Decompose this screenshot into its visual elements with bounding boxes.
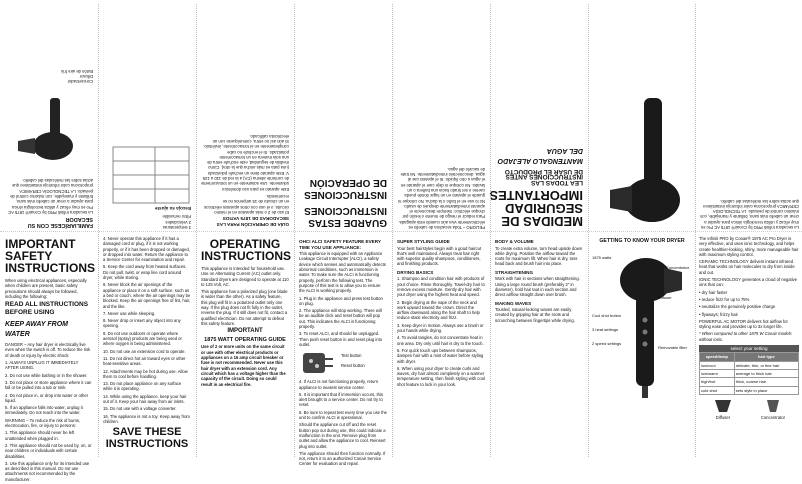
spanish-operating-body: Este aparato es para uso doméstico solamente. Use solamente en un tomacorriente de corriente alterna (CA) a la red de 110 a 125 V. Este aparato tiene un enchufe polarizado (una pata es más ancha que la otra). Como medida de seguridad, este enchufe entra de una sola manera en un tomacorriente polarizado. Si el enchufe no cabe completamente en el tomacorriente, inviértalo. Si aún así no entra, comuníquese con un electricista calificado. <box>201 133 289 192</box>
diffuser-figure <box>713 398 733 421</box>
intro-block <box>699 236 799 420</box>
warning-list <box>103 236 191 454</box>
spanish-label: Botón de aire frío <box>60 68 93 74</box>
concentrator-figure <box>761 398 785 421</box>
spanish-settings-title: Escoja su ajuste <box>154 206 191 212</box>
warning-item: 8. Never drop or insert any object into any opening. <box>103 318 181 329</box>
concentrator-icon <box>763 398 783 414</box>
concentrator-label: Concentrator <box>666 265 690 270</box>
settings-cell: delicate, thin, or fine hair <box>734 361 798 369</box>
settings-cell: cold shot <box>700 386 735 394</box>
body-volume-title: BODY & VOLUME <box>495 239 534 244</box>
warning-item: 16. The appliance is not a toy. Keep away from children. <box>103 413 190 424</box>
straightening-text: Work with hair in sections when straightening. Using a large round brush (preferably 2" in diameter), hold hair taut in each section and direct airflow straight down over brush. <box>495 276 580 298</box>
styling-title: SUPER STYLING GUIDE <box>397 239 450 244</box>
styling-intro: Your best hairstyles begin with a good haircut that's well maintained. Always treat hair right with superior quality shampoos, conditioners, and finishing products. <box>397 245 482 267</box>
danger-text: DANGER – Any hair dryer is electrically live even when the switch is off. To reduce the risk of death or injury by electric shock: <box>5 342 91 358</box>
danger-item: 5. If an appliance falls into water, unplug it immediately. Do not reach into the water. <box>5 405 83 416</box>
volume-block <box>495 236 583 325</box>
dryer-icon-upside <box>602 90 692 230</box>
spanish-save-title: GUARDE ESTAS INSTRUCCIONES <box>304 205 387 228</box>
drying-step: 1. Shampoo and condition hair with products of your choice. Rinse thoroughly. Towel-dry hair to remove excess moisture. Gently dry hair with your dryer using the highest heat and speed. <box>397 276 485 298</box>
fold-line <box>0 231 802 232</box>
watt-guide-body: Use of 2 or more units on the same circuit or use with other electrical products or appliances on a 15 amp circuit breaker or fuse is not recommended. Never use this hair dryer with an extension cord. Any circuit which has a voltage higher than the capacity of the circuit. Doing so could result in an electrical fire. <box>201 344 286 387</box>
drying-step: 2. Begin drying at the nape of the neck and work upward toward the crown. Direct the airflow downward along the hair shaft to help reduce static electricity and frizz. <box>397 299 480 321</box>
plug-icon <box>299 349 339 379</box>
intro-text: The Infiniti PRO by Conair® 1875 AC Pro Dryer is very effective, and uses ionic technology, and helps create healthier-looking, shiny, more manageable hair with maximum styling control. <box>699 236 799 257</box>
filter-label: Removable filter <box>658 345 687 350</box>
danger-item: 2. Do not use while bathing or in the shower. <box>5 372 88 378</box>
spanish-label: 3 temperaturas <box>162 225 191 230</box>
settings-cell: low/cool <box>700 361 735 369</box>
spanish-title-block <box>489 6 583 230</box>
alci-step: 4. If ALCI is not functioning properly, return appliance to nearest service center. <box>299 379 379 390</box>
spanish-intro-text: La secadora Infiniti PRO by Conair® 1875 AC Pro es muy eficaz y utiliza tecnología iónica para ayudar a crear un cabello más sano, brillante y manejable, con máximo control de peinado. LA TECNOLOGÍA CERÁMICA proporciona calor infrarrojo instantáneo que actúa sobre las moléculas del cabello. <box>700 198 799 230</box>
waves-title: MAKING WAVES <box>495 300 532 306</box>
keep-away-heading: KEEP AWAY FROM WATER <box>5 321 69 339</box>
warning-item: 12. Attachments may be hot during use. Allow them to cool before handling. <box>103 368 188 379</box>
alci-step: 2. The appliance will stop working. There will be an audible click and reset button will pop out. This indicates the ALCI is functioning properly. <box>299 308 382 330</box>
table-row <box>700 378 799 386</box>
spanish-getting-to-know <box>5 6 93 230</box>
diffuser-caption: Diffuser <box>715 415 731 421</box>
alci-step: 3. To reset ALCI, and should be unplugged. Then push reset button in and reset plug into outlet. <box>299 331 383 347</box>
settings-header-row <box>700 353 799 361</box>
dryer-diagram <box>592 236 692 456</box>
reset-button-label: Reset button <box>341 363 365 369</box>
warning-item: 1. This appliance should never be left unattended when plugged in. <box>5 430 75 441</box>
ionic-item: • dry hair faster <box>699 289 728 295</box>
read-all-heading: READ ALL INSTRUCTIONS BEFORE USING <box>5 301 89 317</box>
spanish-safety-body: PELIGRO – Toda secadora de cabello es eléctricamente viva aún cuando está apagada. Para reducir el riesgo de muerte o lesión por choque eléctrico: Siempre desconecte el aparato inmediatamente después de usarlo. No lo use en el baño o la ducha. No coloque ni guarde el aparato en un lugar donde pueda caerse o ser tirado hacia una bañera o un lavabo. No coloque ni deje caer el aparato en el agua u otro líquido. Si el aparato cae al agua, desconéctelo inmediatamente. No trate de sacarlo del agua. <box>398 166 485 230</box>
alci-footnote2: The appliance should then function normally. If not, return it to an authorized Conair Service Center for evaluation and repair. <box>299 450 386 467</box>
spanish-intro-block <box>699 6 799 230</box>
spanish-dryer-body: La secadora Infiniti PRO by Conair® 1875 AC Pro es muy eficaz y utiliza tecnología iónica para ayudar a crear un cabello más sano, brillante y manejable, con máximo control de peinado. LA TECNOLOGÍA CERÁMICA proporciona calor infrarrojo instantáneo que actúa sobre las moléculas del cabello. <box>8 178 93 215</box>
spanish-save-block <box>299 6 387 230</box>
cool-shot-label: Cool shot button <box>592 313 622 318</box>
spanish-settings-block <box>103 6 191 230</box>
waves-text: Tousled, natural-looking waves are easily created by gripping hair at the roots and scrunching between fingertips while drying. <box>495 307 575 323</box>
drying-step: 4. To avoid tangles, do not concentrate heat in one area. Dry only until hair is dry to the touch. <box>397 335 484 346</box>
table-row <box>700 386 799 394</box>
operating-body: This appliance is intended for household use. Use on Alternating Current (AC) outlet only. Standard dryers are designed to operate at 110 to 125 Volt, AC. <box>201 266 289 287</box>
warning-text: WARNING – To reduce the risk of burns, electrocution, fire, or injury to persons: <box>5 417 81 429</box>
spanish-label: Difusor <box>79 74 93 80</box>
settings-header: speed/temp <box>700 353 735 361</box>
straightening-title: STRAIGHTENING <box>495 269 534 275</box>
warning-item: 13. Do not place appliance on any surface while it is operating. <box>103 381 182 392</box>
ceramic-text: CERAMIC TECHNOLOGY delivers instant infrared heat that works on hair molecules to dry from inside and out. <box>699 259 795 275</box>
spanish-operation-title: INSTRUCCIONES DE OPERACIÓN <box>304 177 387 200</box>
warning-item: 5. Keep the cord away from heated surfaces. Do not pull, twist, or wrap line cord around dryer, while storing. <box>103 264 187 281</box>
alci-plug-figure <box>299 349 387 379</box>
ionic-item: • reduce frizz for up to 75% <box>699 296 750 302</box>
settings-table <box>699 352 799 394</box>
alci-block <box>299 236 387 469</box>
drying-step: 5. For quick touch ups between shampoos, dampen hair with a mist of water before styling with dryer. <box>397 347 484 364</box>
danger-item: 1. ALWAYS UNPLUG IT IMMEDIATELY AFTER USING. <box>5 360 79 371</box>
spanish-keep-away: MANTENGALO ALEJADO DEL AGUA <box>497 147 583 165</box>
spanish-safety-block <box>397 6 485 230</box>
spanish-read-all: LEA TODAS LAS INSTRUCCIONES ANTES DE USAR EL PRODUCTO <box>504 167 583 186</box>
settings-cell: thick, coarse hair <box>734 378 798 386</box>
settings-cell: sets style in place <box>734 386 798 394</box>
alci-body: This appliance is equipped with an Appliance Leakage Circuit Interrupter (ALCI), a safety device which senses and automatically detects abnormal conditions, such as immersion in water. To make sure the ALCI is functioning properly, perform the following test. The purpose of this test is to allow you to ensure the ALCI is working properly. <box>299 251 386 294</box>
spanish-label: 2 velocidades <box>165 219 191 225</box>
spanish-dryer-title: FAMILIARÍCESE CON SU SECADOR <box>27 216 93 228</box>
alci-footnote: Should the appliance cut off and the reset button pop out during use, this could indicate a malfunction in the unit. Remove plug from outlet and allow the appliance to cool. Reinsert plug into outlet. <box>299 422 386 449</box>
safety-title: IMPORTANT SAFETY INSTRUCTIONS <box>5 237 95 275</box>
alci-step: 1. Plug in the appliance and press test button on plug. <box>299 295 383 306</box>
heat-settings-label: 3 heat settings <box>592 327 619 332</box>
warning-item: 14. While using the appliance, keep your hair out of it. Keep your hair away from air inlets. <box>103 393 187 405</box>
diffuser-icon <box>713 398 733 414</box>
danger-item: 3. Do not place or store appliance where it can fall or be pulled into a tub or sink. <box>5 379 92 391</box>
operating-title: OPERATING INSTRUCTIONS <box>201 237 291 263</box>
polarized-plug-text: This appliance has a polarized plug (one blade is wider than the other). As a safety feature, this plug will fit in a polarized outlet only one way. If the plug does not fit fully in the outlet, reverse the plug. If it still does not fit, contact a qualified electrician. Do not attempt to defeat this safety feature. <box>201 289 288 326</box>
drying-step: 6. When using your dryer to create curls and waves, dry hair almost completely on a warmer temperature setting, then finish styling with cool shot feature to lock in your look. <box>397 365 485 387</box>
settings-cell: low/warm <box>700 369 735 377</box>
body-volume-text: To create extra volume, turn head upside down while drying. Position the airflow toward the roots for maximum lift. When hair is dry, toss head back and brush hair into place. <box>495 245 583 267</box>
drying-basics-title: DRYING BASICS <box>397 269 434 275</box>
warning-item: 9. Do not use outdoors or operate where aerosol (spray) products are being used or where oxygen is being administered. <box>103 330 182 347</box>
settings-header: hair type <box>734 353 798 361</box>
spanish-label: Filtro removible <box>162 214 191 220</box>
spanish-guide-heading: GUÍA DE OPERACIÓN PARA LAS SECADORAS DE 1875 VATIOS <box>216 216 289 227</box>
settings-cell: average to thick hair <box>734 369 798 377</box>
warning-item: 2. This appliance should not be used by, on, or near children or individuals with certain disabilities. <box>5 442 92 459</box>
alci-step: 5. It is important that if immersion occurs, this alert brought to a service center. Do not try to reset. <box>299 391 384 408</box>
important-heading: IMPORTANT <box>227 328 263 335</box>
dryer-illustration-spanish <box>13 86 93 176</box>
styling-block <box>397 236 485 389</box>
spanish-guide-body: El uso de 2 o más aparatos en el mismo circuito, o el uso con otros aparatos eléctricos en un circuito de 15 amperios no se recomienda. <box>204 193 289 215</box>
spanish-operating-block <box>201 6 289 230</box>
warning-item: 10. Do not use an extension cord to operate. <box>103 348 186 354</box>
spanish-label: Concentrador <box>67 79 93 85</box>
watts-label: 1875 watts <box>592 255 612 260</box>
operating-block <box>201 236 289 389</box>
alci-title: OHCI ALCI SAFETY FEATURE EVERY TIME YOU USE APPLIANCE: <box>299 239 381 250</box>
save-instructions-heading: SAVE THESE INSTRUCTIONS <box>105 426 189 451</box>
diffuser-label: Diffuser <box>658 295 672 300</box>
test-button-label: Test button <box>341 353 362 359</box>
settings-title: select your setting <box>699 345 799 352</box>
warning-item: 3. Use this appliance only for its intended use as described in this manual. Do not use attachments not recommended by the manufacturer. <box>5 460 90 482</box>
power-text: POWERFUL AC MOTOR delivers hot airflow for styling ease and provides up to 3x longer life. <box>699 318 788 330</box>
warning-item: 6. Never block the air openings of the appliance or place it on a soft surface, such as a bed or couch, where the air openings may be blocked. Keep the air openings free of lint, hair, and the like. <box>103 282 191 309</box>
table-row <box>700 369 799 377</box>
table-row <box>700 361 799 369</box>
spanish-safety-title: MEDIDAS DE SEGURIDAD IMPORTANTES <box>489 188 583 229</box>
safety-intro: When using electrical appliances, especially when children are present, basic safety precautions should always be followed, including the following: <box>5 278 87 299</box>
warning-item: 15. Do not use with a voltage converter. <box>103 406 177 412</box>
warning-item: 11. Do not direct hot air toward eyes or other heat-sensitive areas. <box>103 355 186 367</box>
safety-block <box>5 236 93 484</box>
danger-item: 4. Do not place in, or drop into water or other liquid. <box>5 392 89 403</box>
dryer-diagram-title: GETTING TO KNOW YOUR DRYER <box>599 238 685 244</box>
warning-item: 4. Never operate this appliance if it has a damaged cord or plug, if it is not working properly, or if it has been dropped or damaged, or dropped into water. Return the appliance to a Service Center for examination and repair. <box>103 236 190 263</box>
dryer-icon <box>614 250 684 400</box>
drying-step: 3. Keep dryer in motion. Always use a brush or your hands while drying. <box>397 322 484 334</box>
alci-step: 6. Be sure to repeat test every time you use the unit to confirm ALCI is operational. <box>299 409 387 421</box>
footnote: * When compared to other 1875 W Conair models without ionic. <box>699 331 792 342</box>
speed-settings-label: 2 speed settings <box>592 341 622 346</box>
ionic-item: • neutralize the genuinely positive charge <box>699 304 776 310</box>
ionic-item: • flyaways; frizzy hair <box>699 311 738 317</box>
spanish-settings-table-graphic <box>111 145 191 205</box>
settings-cell: high/hot <box>700 378 735 386</box>
concentrator-caption: Concentrator <box>760 415 786 421</box>
warning-item: 7. Never use while sleeping. <box>103 310 156 316</box>
spanish-dryer-graphic <box>592 6 692 230</box>
watt-guide-heading: 1875 WATT OPERATING GUIDE <box>204 336 286 343</box>
attachments-row <box>699 398 799 421</box>
ionic-text: IONIC TECHNOLOGY generates a cloud of negative ions that can: <box>699 277 798 288</box>
